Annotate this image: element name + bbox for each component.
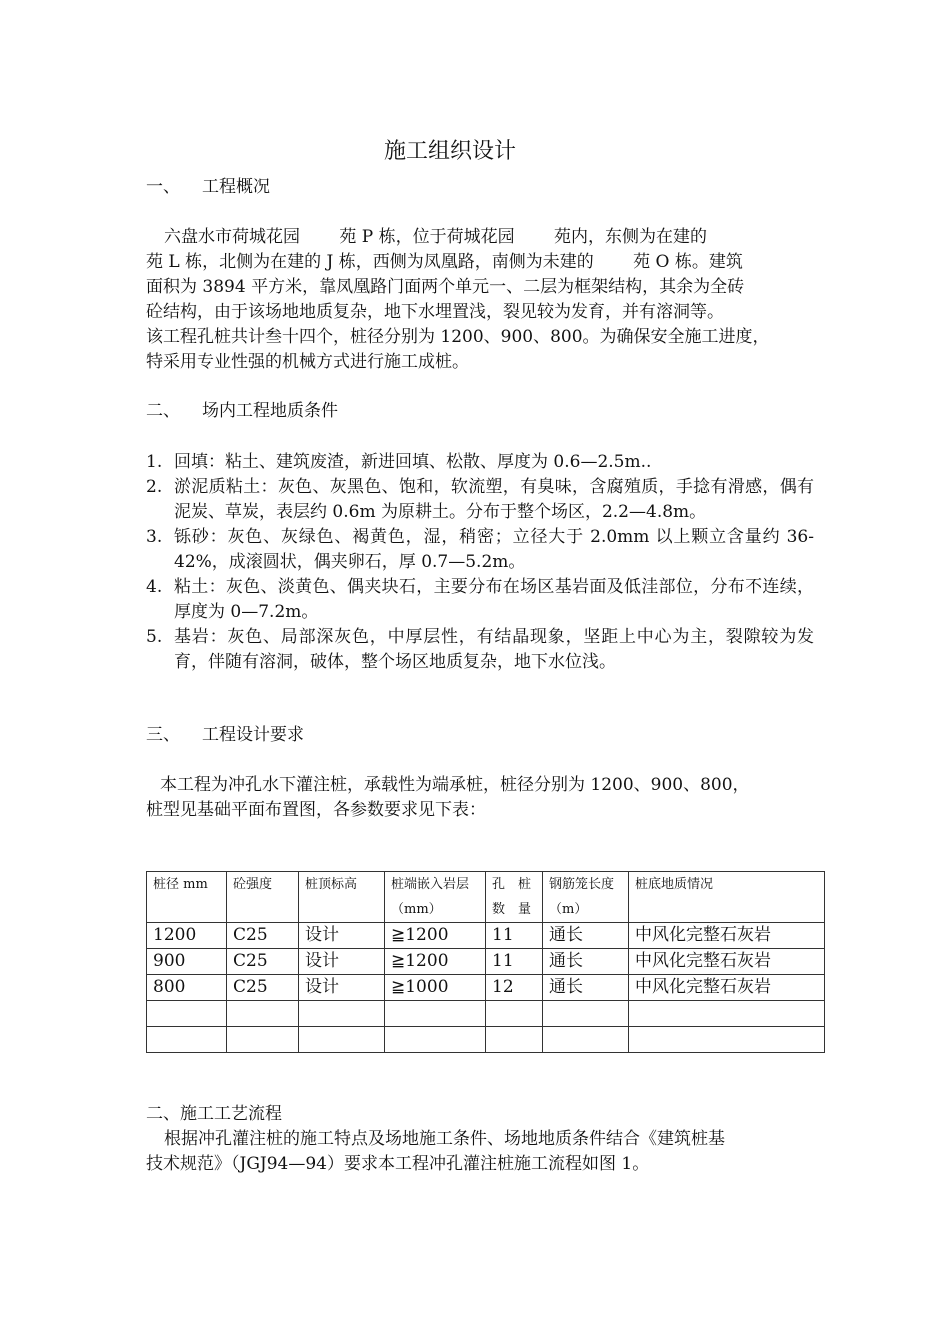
table-cell (227, 1027, 299, 1053)
section-number: 二、 (146, 401, 180, 421)
list-text: 回填：粘土、建筑废渣，新进回填、松散、厚度为 0.6—2.5m.. (174, 452, 652, 472)
list-item (146, 625, 814, 675)
table-header: 桩底地质情况 (629, 872, 825, 923)
table-cell: C25 (227, 923, 299, 949)
table-cell (629, 1001, 825, 1027)
list-item (146, 575, 814, 625)
table-header: 桩端嵌入岩层（mm） (385, 872, 486, 923)
table-row (147, 1027, 825, 1053)
section-number: 一、 (146, 177, 180, 197)
table-row (147, 975, 825, 1001)
list-text: 粘土：灰色、淡黄色、偶夹块石，主要分布在场区基岩面及低洼部位，分布不连续，厚度为 0—7.2m。 (174, 577, 814, 622)
table-cell: 中风化完整石灰岩 (629, 975, 825, 1001)
table-header: 砼强度 (227, 872, 299, 923)
list-item (146, 525, 814, 575)
process-paragraph (146, 1127, 816, 1177)
table-header: 孔 桩数 量 (486, 872, 543, 923)
section-heading-geology (146, 399, 338, 424)
table-cell: 11 (486, 923, 543, 949)
table-cell (543, 1001, 629, 1027)
paragraph-line: 该工程孔桩共计叁十四个，桩径分别为 1200、900、800。为确保安全施工进度， (146, 327, 770, 347)
table-cell: ≧1200 (385, 949, 486, 975)
table-cell: 12 (486, 975, 543, 1001)
list-number: 1. (146, 452, 163, 472)
table-cell (385, 1001, 486, 1027)
table-cell (227, 1001, 299, 1027)
table-cell: 通长 (543, 975, 629, 1001)
table-cell: ≧1200 (385, 923, 486, 949)
table-header-row (147, 872, 825, 923)
table-row (147, 1001, 825, 1027)
table-cell: 通长 (543, 923, 629, 949)
table-cell: 1200 (147, 923, 227, 949)
table-cell: 设计 (299, 949, 385, 975)
section-number: 三、 (146, 725, 180, 745)
section-title: 工程设计要求 (202, 725, 304, 745)
geology-list (146, 450, 814, 675)
table-cell (385, 1027, 486, 1053)
table-header: 钢筋笼长度（m） (543, 872, 629, 923)
table-header: 桩径 mm (147, 872, 227, 923)
table-cell: 设计 (299, 923, 385, 949)
table-cell: 设计 (299, 975, 385, 1001)
paragraph-line: 六盘水市荷城花园 苑 P 栋，位于荷城花园 苑内，东侧为在建的 (164, 227, 708, 247)
pile-spec-table (146, 871, 825, 1053)
table-cell: C25 (227, 975, 299, 1001)
table-header: 桩顶标高 (299, 872, 385, 923)
table-cell: 通长 (543, 949, 629, 975)
table-cell (299, 1027, 385, 1053)
table-cell: 900 (147, 949, 227, 975)
table-cell: 中风化完整石灰岩 (629, 923, 825, 949)
table-cell (543, 1027, 629, 1053)
paragraph-line: 苑 L 栋，北侧为在建的 J 栋，西侧为凤凰路，南侧为未建的 苑 O 栋。建筑 (146, 252, 743, 272)
table-cell: 11 (486, 949, 543, 975)
table-cell (147, 1001, 227, 1027)
section-heading-process: 二、施工工艺流程 (146, 1104, 282, 1124)
paragraph-line: 本工程为冲孔水下灌注桩，承载性为端承桩，桩径分别为 1200、900、800， (160, 775, 750, 795)
list-text: 基岩：灰色、局部深灰色，中厚层性，有结晶现象，坚距上中心为主，裂隙较为发育，伴随有溶洞，破体，整个场区地质复杂，地下水位浅。 (174, 627, 814, 672)
table-cell: 中风化完整石灰岩 (629, 949, 825, 975)
table-cell: ≧1000 (385, 975, 486, 1001)
section-title: 工程概况 (202, 177, 270, 197)
paragraph-line: 桩型见基础平面布置图，各参数要求见下表： (146, 800, 486, 820)
list-number: 2. (146, 477, 163, 497)
paragraph-line: 根据冲孔灌注桩的施工特点及场地施工条件、场地地质条件结合《建筑桩基 (164, 1129, 725, 1149)
paragraph-line: 技术规范》（JGJ94—94）要求本工程冲孔灌注桩施工流程如图 1。 (146, 1154, 650, 1174)
table-cell: 800 (147, 975, 227, 1001)
list-item (146, 450, 814, 475)
list-text: 淤泥质粘土：灰色、灰黑色、饱和，软流塑，有臭味，含腐殖质，手捻有滑感，偶有泥炭、草炭，表层约 0.6m 为原耕土。分布于整个场区，2.2—4.8m。 (174, 477, 814, 522)
list-item (146, 475, 814, 525)
table-row (147, 923, 825, 949)
paragraph-line: 面积为 3894 平方米，靠凤凰路门面两个单元一、二层为框架结构，其余为全砖 (146, 277, 745, 297)
overview-paragraph (146, 225, 816, 375)
table-cell (299, 1001, 385, 1027)
section-heading-overview (146, 175, 270, 200)
section-title: 场内工程地质条件 (202, 401, 338, 421)
table-row (147, 949, 825, 975)
list-number: 3. (146, 527, 163, 547)
list-text: 铄砂：灰色、灰绿色、褐黄色，湿，稍密；立径大于 2.0mm 以上颗立含量约 36-42%，成滚圆状，偶夹卵石，厚 0.7—5.2m。 (174, 527, 814, 572)
table-cell (486, 1001, 543, 1027)
list-number: 4. (146, 577, 163, 597)
table-cell (147, 1027, 227, 1053)
list-number: 5. (146, 627, 163, 647)
paragraph-line: 砼结构，由于该场地地质复杂，地下水埋置浅，裂见较为发育，并有溶洞等。 (146, 302, 724, 322)
document-title: 施工组织设计 (383, 139, 516, 164)
section-heading-design (146, 723, 304, 748)
table-cell (629, 1027, 825, 1053)
table-cell (486, 1027, 543, 1053)
paragraph-line: 特采用专业性强的机械方式进行施工成桩。 (146, 352, 469, 372)
design-paragraph (146, 773, 816, 823)
table-cell: C25 (227, 949, 299, 975)
